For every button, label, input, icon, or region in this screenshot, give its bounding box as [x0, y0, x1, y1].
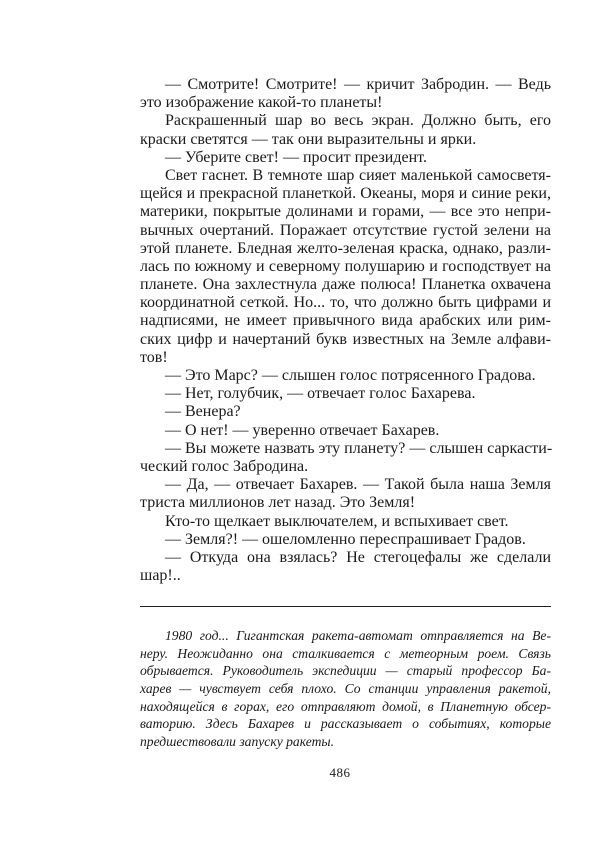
text-line: планете. Она захлестнула даже полюса! Планетка охвачена	[140, 276, 551, 294]
section-divider	[140, 606, 551, 607]
text-line: вычных очертаний. Поражает отсутствие густой зелени на	[140, 221, 551, 239]
summary-line: обрывается. Руководитель экспедиции — старый профессор Ба-	[140, 663, 551, 679]
summary-line: предшествовали запуску ракеты.	[140, 734, 335, 750]
page-number: 486	[329, 765, 351, 780]
text-line: координатной сеткой. Но... то, что должно быть цифрами и	[140, 294, 551, 312]
text-line: материки, покрытые долинами и горами, — все это непри-	[140, 203, 551, 221]
summary-line: ваторию. Здесь Бахарев и рассказывает о событиях, которые	[140, 716, 551, 732]
text-line: — Это Марс? — слышен голос потрясенного Градова.	[165, 367, 536, 384]
summary-line: неру. Неожиданно она сталкивается с метеорным роем. Связь	[140, 645, 551, 661]
text-line: — Откуда она взялась? Не стегоцефалы же сделали	[165, 548, 551, 566]
text-line: — Уберите свет! — просит президент.	[165, 148, 427, 166]
text-line: — О нет! — уверенно отвечает Бахарев.	[165, 421, 440, 439]
text-line: это изображение какой-то планеты!	[140, 94, 383, 112]
chapter-summary	[140, 627, 551, 751]
text-line: — Нет, голубчик, — отвечает голос Бахарева.	[165, 385, 476, 403]
text-line: шар!..	[140, 567, 181, 585]
text-line: Раскрашенный шар во весь экран. Должно быть, его	[165, 112, 551, 130]
text-line: этой планете. Бледная желто-зеленая краска, однако, разли-	[140, 239, 551, 257]
text-line: ческий голос Забродина.	[140, 457, 309, 475]
text-line: ских цифр и начертаний букв известных на Земле алфави-	[140, 330, 551, 348]
text-line: краски светятся — так они выразительны и ярки.	[140, 130, 477, 148]
text-line: щейся и прекрасной планеткой. Океаны, моря и синие реки,	[140, 185, 551, 203]
text-line: тов!	[140, 348, 168, 366]
text-line: надписями, не имеет привычного вида арабских или рим-	[140, 312, 551, 330]
text-line: — Венера?	[165, 403, 241, 421]
text-line: Свет гаснет. В темноте шар сияет маленькой самосветя-	[165, 166, 551, 184]
summary-line: харев — чувствует себя плохо. Со станции управления ракетой,	[140, 681, 551, 697]
text-line: лась по южному и северному полушарию и господствует на	[140, 257, 551, 275]
text-line: — Земля?! — ошеломленно переспрашивает Градов.	[165, 530, 526, 548]
text-line: — Да, — отвечает Бахарев. — Такой была наша Земля	[165, 476, 551, 494]
summary-line: 1980 год... Гигантская ракета-автомат отправляется на Ве-	[165, 628, 551, 643]
text-line: Кто-то щелкает выключателем, и вспыхивает свет.	[165, 512, 509, 530]
summary-line: находящейся в горах, его отправляют домой, в Планетную обсер-	[140, 698, 551, 714]
text-line: — Смотрите! Смотрите! — кричит Забродин. — Ведь	[165, 76, 551, 93]
text-line: триста миллионов лет назад. Это Земля!	[140, 494, 416, 512]
body-text	[140, 76, 551, 585]
text-line: — Вы можете назвать эту планету? — слышен саркасти-	[165, 439, 553, 457]
